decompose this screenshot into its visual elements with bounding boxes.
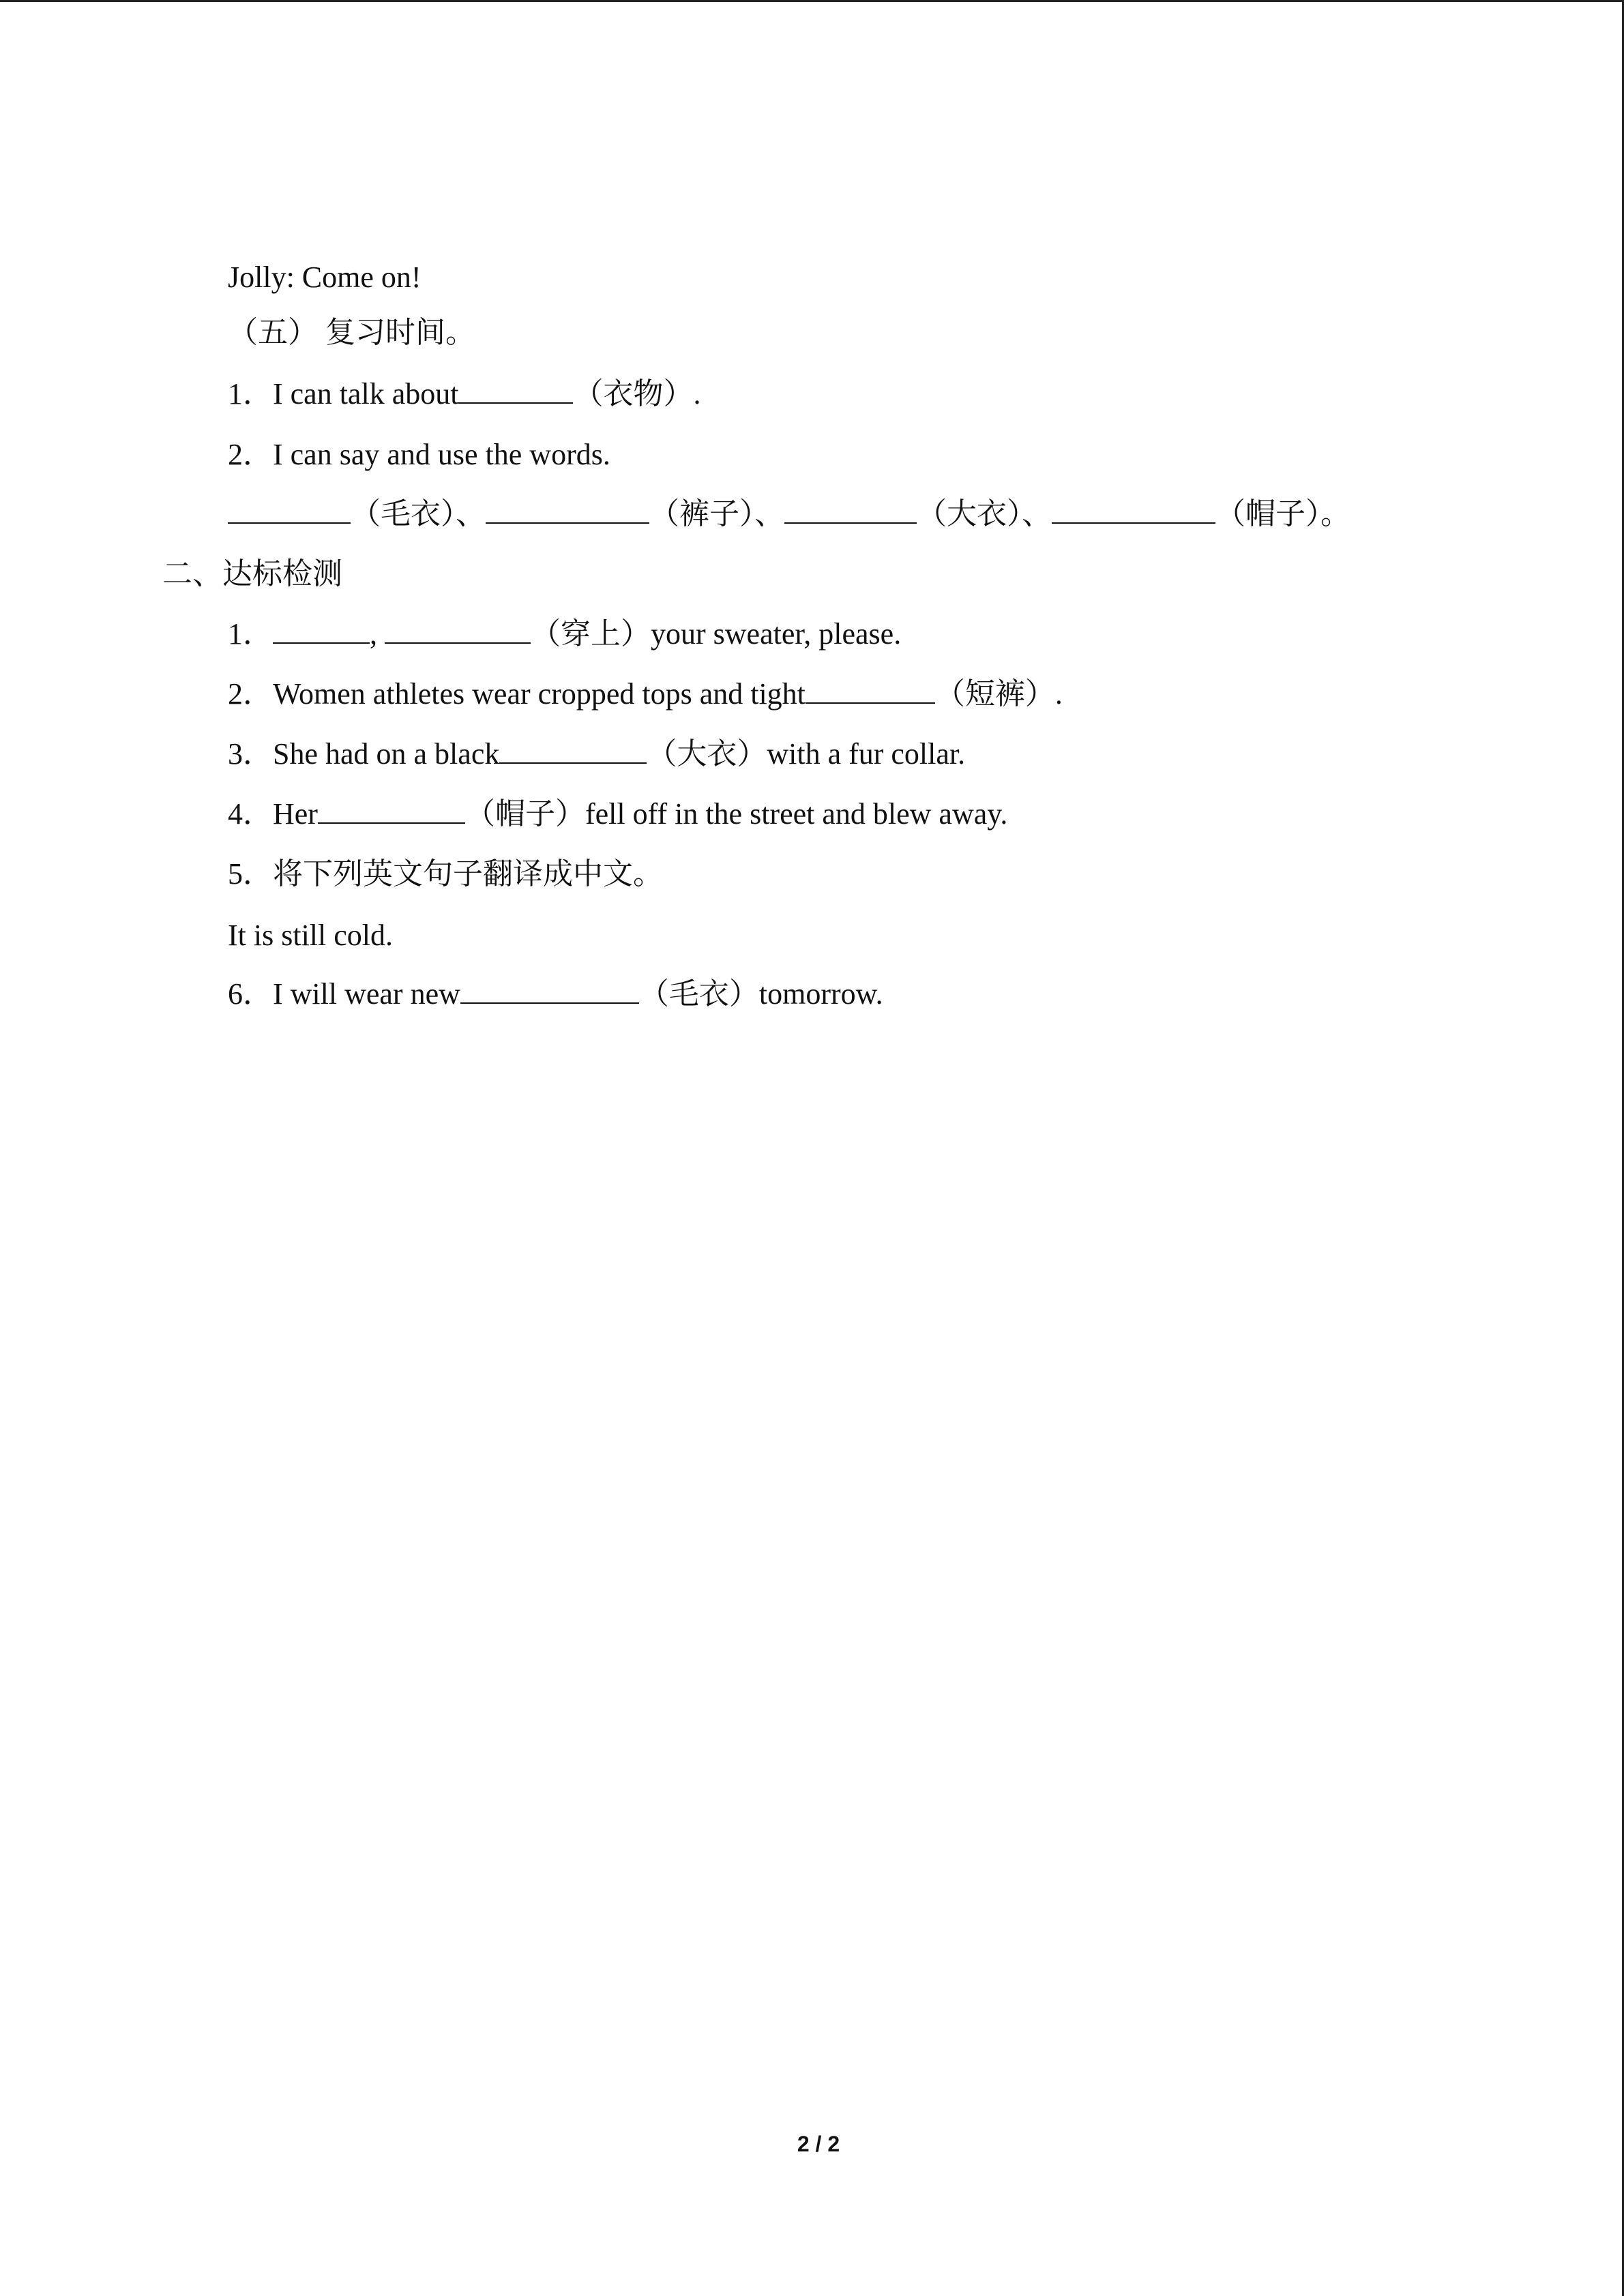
question-hint: （大衣）with a fur collar. [647, 737, 966, 771]
question-text: Women athletes wear cropped tops and tight [273, 677, 806, 711]
page-number: 2 / 2 [797, 2132, 840, 2156]
question-number: 6． [228, 977, 273, 1011]
question-text: She had on a black [273, 737, 500, 771]
question-text: Her [273, 797, 318, 831]
question-6 [213, 937, 883, 1013]
vocabulary-line [213, 457, 1350, 533]
question-number: 4． [228, 797, 273, 831]
answer-blank[interactable] [460, 976, 639, 1004]
answer-blank[interactable] [1052, 496, 1215, 524]
answer-blank[interactable] [784, 496, 917, 524]
item-hint: （衣物）. [573, 377, 701, 411]
item-number: 1． [228, 377, 273, 411]
item-text: I can talk about [273, 377, 459, 411]
question-hint: （短裤）. [934, 677, 1063, 711]
answer-blank[interactable] [486, 496, 649, 524]
page-top-border [0, 0, 1624, 2]
word-hint: （裤子）、 [649, 497, 784, 531]
question-number: 5． [228, 857, 273, 891]
question-hint: （毛衣）tomorrow. [638, 977, 883, 1011]
word-hint: （帽子）。 [1215, 497, 1350, 531]
item-text: I can say and use the words. [273, 438, 610, 471]
question-text: I will wear new [273, 977, 460, 1011]
question-1: 1． , （穿上）your sweater, please. [228, 617, 902, 651]
question-hint: （穿上）your sweater, please. [531, 617, 902, 651]
dialogue-line: Jolly: Come on! [228, 260, 422, 294]
question-5-sentence: It is still cold. [228, 919, 393, 952]
section-title: （五） 复习时间。 [228, 316, 475, 349]
test-heading: 二、达标检测 [162, 557, 342, 591]
question-text: 将下列英文句子翻译成中文。 [273, 857, 663, 891]
word-hint: （毛衣）、 [351, 497, 486, 531]
question-hint: （帽子）fell off in the street and blew away. [464, 797, 1008, 831]
question-number: 3． [228, 737, 273, 771]
question-number: 1． [228, 617, 273, 651]
word-hint: （大衣）、 [917, 497, 1052, 531]
question-number: 2． [228, 677, 273, 711]
item-number: 2． [228, 438, 273, 471]
